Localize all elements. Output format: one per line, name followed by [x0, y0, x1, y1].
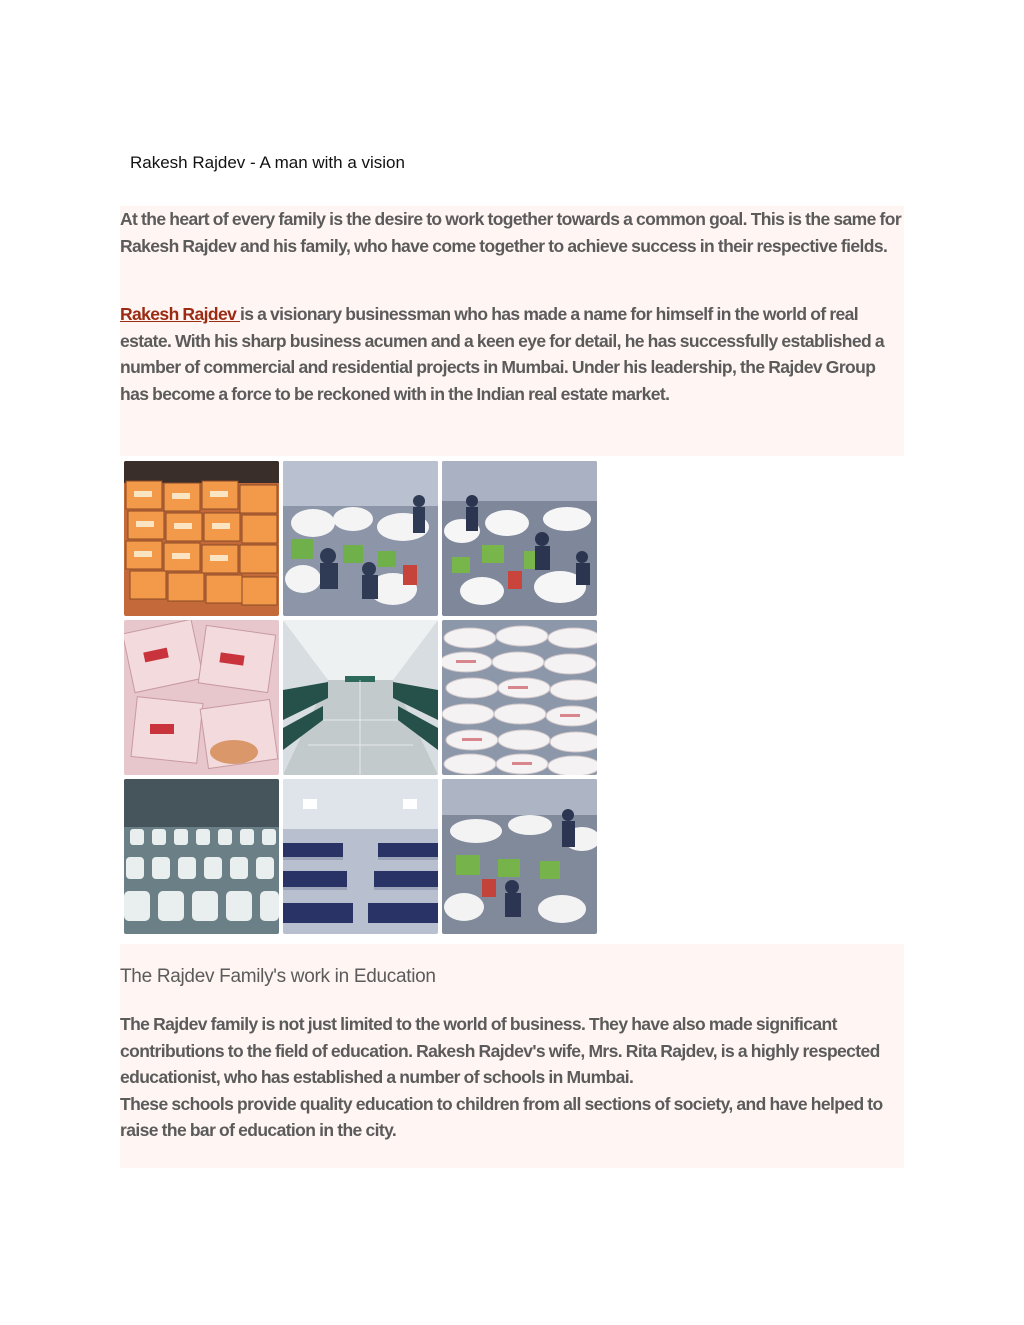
education-paragraph — [120, 1011, 904, 1144]
hall-beds-photo — [283, 779, 438, 934]
stacked-sacks-photo — [442, 620, 597, 775]
bio-text: is a visionary businessman who has made a name for himself in the world of real estate. With his sharp business acumen and a keen eye for detail, he has successfully established a number of commercial and residential projects in Mumbai. Under his leadership, the Rajdev Group has become a force to be reckoned with in the Indian real estate market. — [120, 304, 885, 404]
education-panel — [120, 944, 904, 1168]
rakesh-rajdev-link[interactable]: Rakesh Rajdev — [120, 304, 240, 324]
flour-bags-photo — [124, 620, 279, 775]
stacked-boxes-photo — [124, 461, 279, 616]
volunteers-packing-photo — [442, 779, 597, 934]
plastic-chairs-photo — [124, 779, 279, 934]
volunteers-packing-photo — [442, 461, 597, 616]
photo-collage — [121, 458, 597, 936]
document-title: Rakesh Rajdev - A man with a vision — [130, 153, 405, 172]
education-heading: The Rajdev Family's work in Education — [120, 966, 436, 987]
education-text-1: The Rajdev family is not just limited to the world of business. They have also made significant contributions to the field of education. Rakesh Rajdev's wife, Mrs. Rita Rajdev, is a highly respected educationist, who has established a number of schools in Mumbai. — [120, 1014, 880, 1087]
intro-paragraph: At the heart of every family is the desire to work together towards a common goal. This is the same for Rakesh Rajdev and his family, who have come together to achieve success in their respective fields. — [120, 209, 902, 256]
education-text-2: These schools provide quality education to children from all sections of society, and have helped to raise the bar of education in the city. — [120, 1093, 883, 1140]
volunteers-packing-photo — [283, 461, 438, 616]
intro-panel — [120, 206, 904, 456]
bio-paragraph — [120, 301, 904, 407]
hall-beds-photo — [283, 620, 438, 775]
